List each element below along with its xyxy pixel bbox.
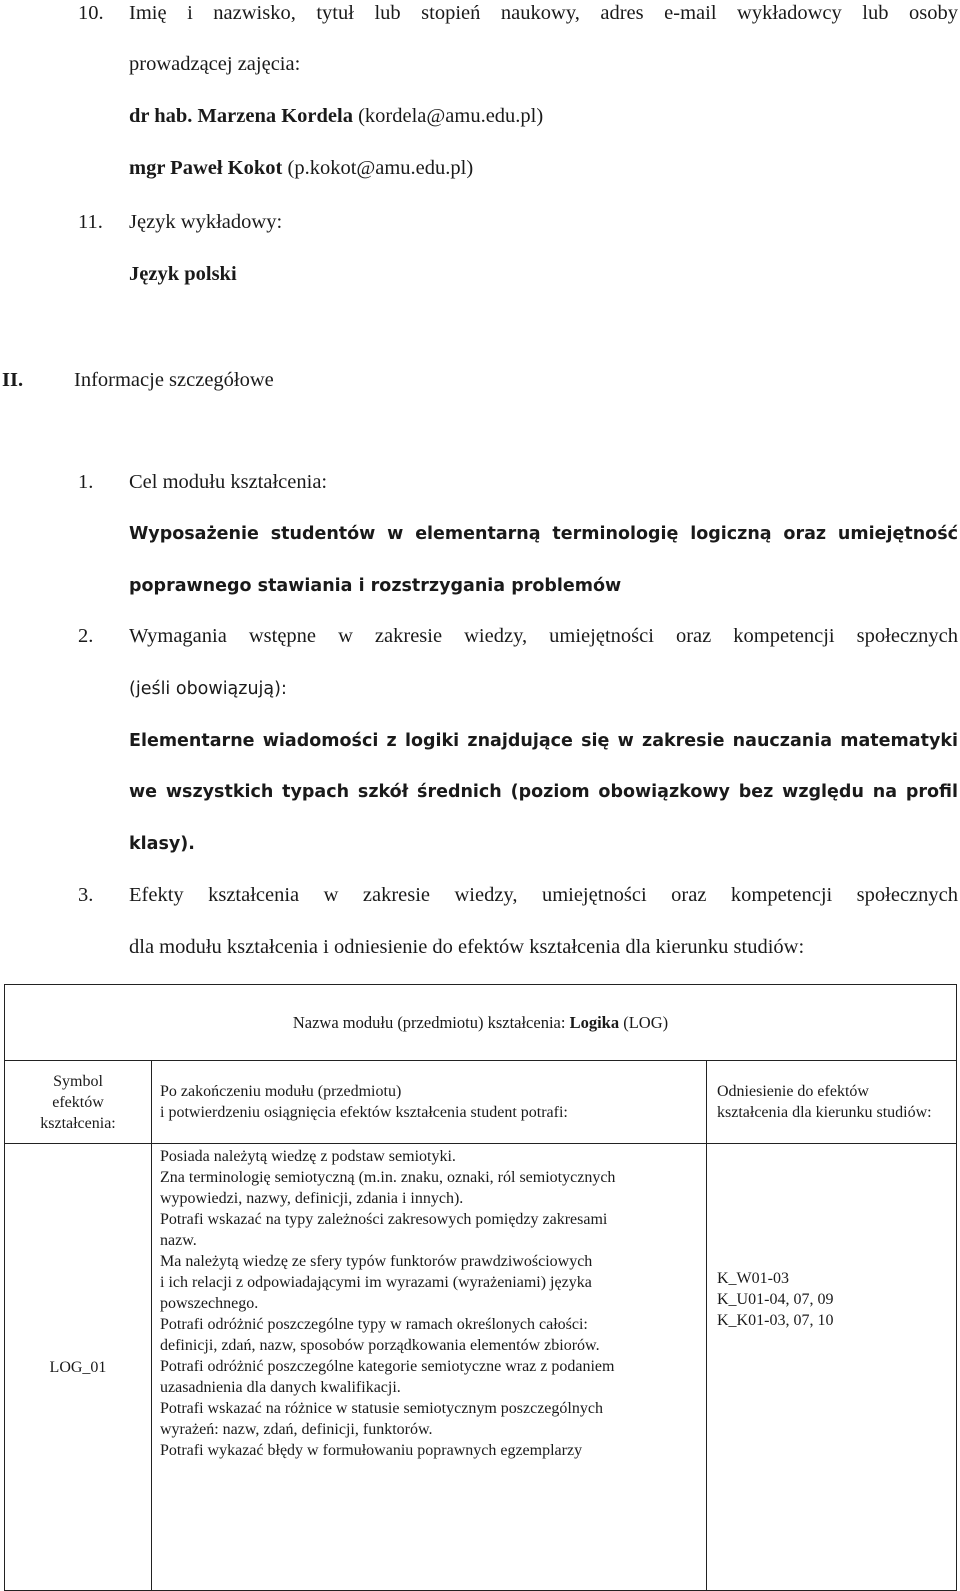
outcome-line: Posiada należytą wiedzę z podstaw semiotyki. xyxy=(160,1148,456,1165)
item-1-value-line2: poprawnego stawiania i rozstrzygania problemów xyxy=(129,576,622,596)
reference-code: K_K01-03, 07, 10 xyxy=(717,1312,834,1329)
outcome-line: uzasadnienia dla danych kwalifikacji. xyxy=(160,1379,401,1396)
part-title: Informacje szczegółowe xyxy=(74,369,274,391)
section-10-heading-cont: prowadzącej zajęcia: xyxy=(129,53,301,75)
outcome-line: Potrafi wykazać błędy w formułowaniu poprawnych egzemplarzy xyxy=(160,1442,583,1459)
outcome-line: Zna terminologię semiotyczną (m.in. znaku, oznaki, ról semiotycznych xyxy=(160,1169,616,1186)
outcome-line: definicji, zdań, nazw, sposobów porządkowania elementów zbiorów. xyxy=(160,1337,600,1354)
header-line: Po zakończeniu modułu (przedmiotu) xyxy=(160,1083,402,1100)
header-line: Symbol xyxy=(53,1072,103,1090)
learning-outcomes-table xyxy=(4,984,957,1591)
reference-code: K_W01-03 xyxy=(717,1270,789,1287)
outcome-line: wypowiedzi, nazwy, definicji, zdania i innych). xyxy=(160,1190,464,1207)
header-line: efektów xyxy=(52,1093,104,1111)
table-header-row xyxy=(5,1061,957,1144)
section-11-number: 11. xyxy=(78,211,103,233)
item-2-heading-cont: (jeśli obowiązują): xyxy=(129,679,287,699)
table-module-code: (LOG) xyxy=(623,1013,669,1032)
reference-code: K_U01-04, 07, 09 xyxy=(717,1291,834,1308)
outcome-line: Potrafi odróżnić poszczególne typy w ramach określonych całości: xyxy=(160,1316,588,1333)
outcome-line: nazw. xyxy=(160,1232,197,1249)
section-11-value: Język polski xyxy=(129,263,237,285)
item-3-heading-cont: dla modułu kształcenia i odniesienie do efektów kształcenia dla kierunku studiów: xyxy=(129,936,805,958)
paren-open: ( xyxy=(287,157,295,179)
item-2-number: 2. xyxy=(78,625,94,647)
section-number: 10. xyxy=(78,2,104,24)
table-title-cell xyxy=(5,985,957,1061)
part-number: II. xyxy=(2,369,24,391)
lecturer-name: mgr Paweł Kokot xyxy=(129,157,283,179)
section-10-heading: Imię i nazwisko, tytuł lub stopień naukowy, adres e-mail wykładowcy lub osoby xyxy=(129,2,958,24)
outcome-description xyxy=(152,1144,707,1591)
outcome-line: Ma należytą wiedzę ze sfery typów funktorów prawdziwościowych xyxy=(160,1253,593,1270)
column-header-symbol xyxy=(5,1061,152,1144)
outcome-line: powszechnego. xyxy=(160,1295,259,1312)
table-row xyxy=(5,1144,957,1591)
outcome-line: i ich relacji z odpowiadającymi im wyrazami (wyrażeniami) języka xyxy=(160,1274,592,1291)
header-line: kształcenia: xyxy=(40,1114,116,1132)
lecturer-email-link[interactable]: kordela@amu.edu.pl xyxy=(364,105,537,127)
paren-open: ( xyxy=(358,105,365,127)
outcome-line: Potrafi wskazać na różnice w statusie semiotycznym poszczególnych xyxy=(160,1400,603,1417)
header-line: Odniesienie do efektów xyxy=(717,1083,869,1100)
item-1-label: Cel modułu kształcenia: xyxy=(129,471,328,493)
lecturer-1 xyxy=(129,103,543,129)
lecturer-email-link[interactable]: p.kokot@amu.edu.pl xyxy=(294,157,467,179)
item-2-value-line3: klasy). xyxy=(129,834,195,854)
item-2-value-line1: Elementarne wiadomości z logiki znajdujące się w zakresie nauczania matematyki xyxy=(129,731,958,751)
item-2-value-line2: we wszystkich typach szkół średnich (poziom obowiązkowy bez względu na profil xyxy=(129,782,958,802)
column-header-outcomes xyxy=(152,1061,707,1144)
item-3-number: 3. xyxy=(78,884,94,906)
table-title-prefix: Nazwa modułu (przedmiotu) kształcenia: xyxy=(292,1013,570,1032)
paren-close: ) xyxy=(536,105,544,127)
item-3-heading: Efekty kształcenia w zakresie wiedzy, umiejętności oraz kompetencji społecznych xyxy=(129,884,958,906)
column-header-references xyxy=(707,1061,957,1144)
paren-close: ) xyxy=(466,157,474,179)
table-module-name: Logika xyxy=(569,1013,620,1032)
item-1-number: 1. xyxy=(78,471,94,493)
outcome-line: Potrafi wskazać na typy zależności zakresowych pomiędzy zakresami xyxy=(160,1211,608,1228)
section-11-label: Język wykładowy: xyxy=(129,211,283,233)
header-line: kształcenia dla kierunku studiów: xyxy=(717,1104,932,1121)
lecturer-2 xyxy=(129,155,473,181)
item-2-heading: Wymagania wstępne w zakresie wiedzy, umiejętności oraz kompetencji społecznych xyxy=(129,625,958,647)
lecturer-name: dr hab. Marzena Kordela xyxy=(129,105,353,127)
item-1-value-line1: Wyposażenie studentów w elementarną terminologię logiczną oraz umiejętność xyxy=(129,524,958,544)
outcome-references xyxy=(707,1144,957,1591)
outcome-line: Potrafi odróżnić poszczególne kategorie semiotyczne wraz z podaniem xyxy=(160,1358,615,1375)
outcome-line: wyrażeń: nazw, zdań, definicji, funktorów. xyxy=(160,1421,433,1438)
table-title-row xyxy=(5,985,957,1061)
header-line: i potwierdzeniu osiągnięcia efektów kształcenia student potrafi: xyxy=(160,1104,568,1121)
outcome-symbol: LOG_01 xyxy=(5,1144,152,1591)
